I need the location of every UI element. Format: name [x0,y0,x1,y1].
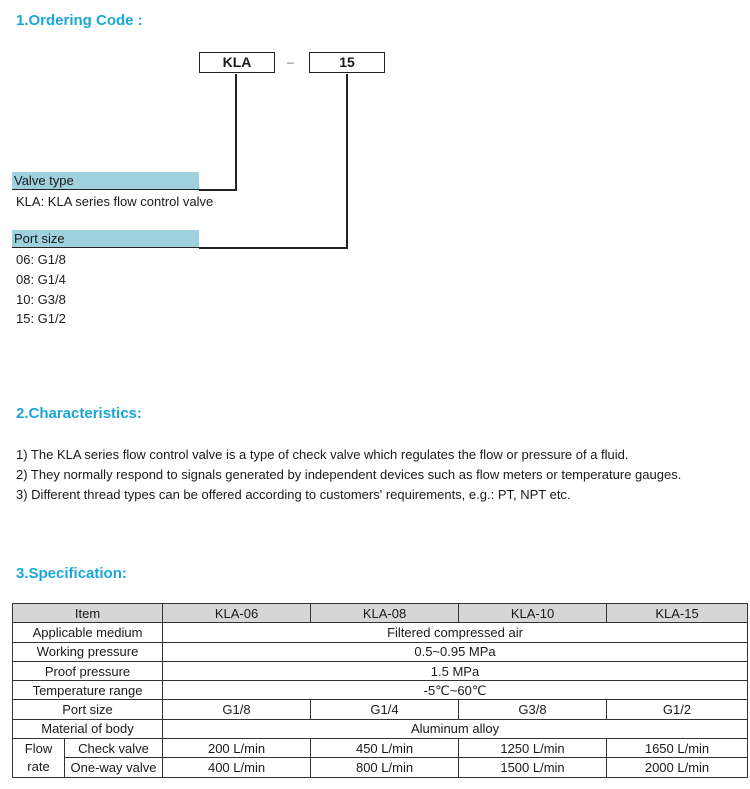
table-row [13,700,748,719]
valve-type-underline [12,189,199,190]
row-value: 1650 L/min [607,739,748,758]
characteristics-heading: 2.Characteristics: [16,405,142,422]
table-row [13,661,748,680]
row-value: -5℃~60℃ [163,681,748,700]
flow-rate-label-line2: rate [27,758,50,774]
row-value: 800 L/min [311,758,459,777]
table-row [13,719,748,738]
row-label: Material of body [13,719,163,738]
connector-valve-horizontal [199,189,237,191]
valve-type-option: KLA: KLA series flow control valve [16,194,214,209]
row-value: 1250 L/min [459,739,607,758]
row-value: 450 L/min [311,739,459,758]
specification-heading: 3.Specification: [16,565,127,582]
row-value: 400 L/min [163,758,311,777]
characteristic-item: 1) The KLA series flow control valve is a type of check valve which regulates the flow or pressure of a fluid. [16,447,629,462]
row-label: One-way valve [65,758,163,777]
characteristic-item: 3) Different thread types can be offered according to customers' requirements, e.g.: PT, NPT etc. [16,487,571,502]
row-value: G3/8 [459,700,607,719]
connector-valve-vertical [235,74,237,190]
table-row [13,739,748,758]
port-size-option: 06: G1/8 [16,252,66,267]
flow-rate-label [13,739,65,778]
table-row [13,642,748,661]
table-row [13,681,748,700]
header-model: KLA-15 [607,604,748,623]
row-value: 1500 L/min [459,758,607,777]
row-value: G1/2 [607,700,748,719]
row-label: Check valve [65,739,163,758]
row-value: G1/8 [163,700,311,719]
table-header-row [13,604,748,623]
header-model: KLA-08 [311,604,459,623]
row-label: Proof pressure [13,661,163,680]
port-size-option: 08: G1/4 [16,272,66,287]
flow-rate-label-line1: Flow [24,740,53,756]
connector-port-vertical [346,74,348,248]
row-value: Filtered compressed air [163,623,748,642]
row-value: Aluminum alloy [163,719,748,738]
ordering-code-heading: 1.Ordering Code : [16,12,143,29]
header-item: Item [13,604,163,623]
characteristic-item: 2) They normally respond to signals generated by independent devices such as flow meters or temperature gauges. [16,467,682,482]
row-value: 1.5 MPa [163,661,748,680]
specification-table [12,603,748,778]
row-value: 200 L/min [163,739,311,758]
valve-type-label: Valve type [12,172,199,189]
header-model: KLA-06 [163,604,311,623]
row-label: Port size [13,700,163,719]
port-size-label: Port size [12,230,199,247]
row-label: Temperature range [13,681,163,700]
row-value: 0.5~0.95 MPa [163,642,748,661]
table-row [13,758,748,777]
port-size-option: 10: G3/8 [16,292,66,307]
code-separator: – [287,55,294,69]
port-size-underline [12,247,199,248]
row-value: G1/4 [311,700,459,719]
row-label: Applicable medium [13,623,163,642]
connector-port-horizontal [199,247,348,249]
row-label: Working pressure [13,642,163,661]
table-row [13,623,748,642]
header-model: KLA-10 [459,604,607,623]
row-value: 2000 L/min [607,758,748,777]
code-part-series: KLA [199,52,275,73]
code-part-port: 15 [309,52,385,73]
port-size-option: 15: G1/2 [16,311,66,326]
